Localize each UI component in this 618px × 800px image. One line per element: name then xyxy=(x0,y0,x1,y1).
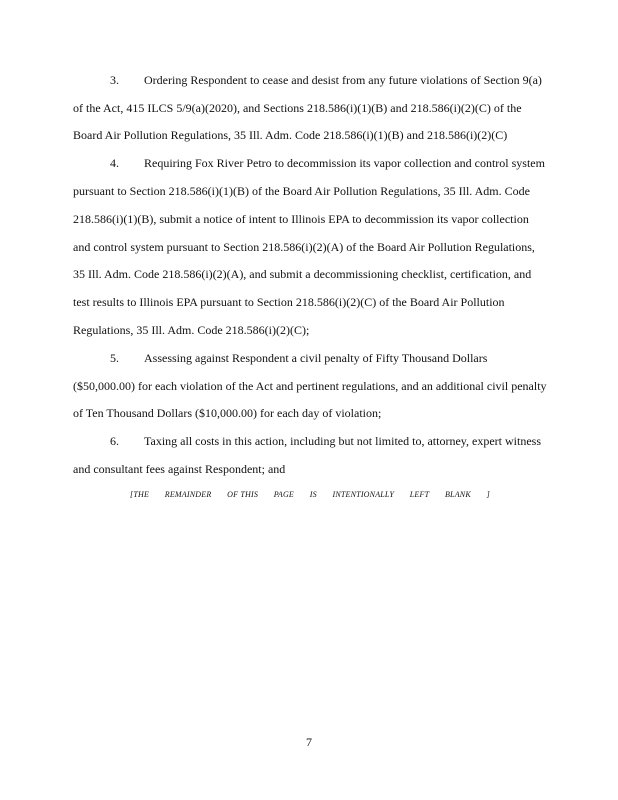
paragraph-3-line-3: Board Air Pollution Regulations, 35 Ill. Adm. Code 218.586(i)(1)(B) and 218.586(i)(2)(C) xyxy=(73,128,508,142)
paragraph-5-line-2: ($50,000.00) for each violation of the Act and pertinent regulations, and an additional civil penalty xyxy=(73,379,547,393)
paragraph-4-line-3: 218.586(i)(1)(B), submit a notice of intent to Illinois EPA to decommission its vapor collection xyxy=(73,212,529,226)
paragraph-3-line-1: 3. Ordering Respondent to cease and desist from any future violations of Section 9(a) xyxy=(110,73,542,87)
paragraph-4-line-5: 35 Ill. Adm. Code 218.586(i)(2)(A), and submit a decommissioning checklist, certification, and xyxy=(73,267,532,281)
paragraph-6-line-2: and consultant fees against Respondent; and xyxy=(73,462,286,476)
paragraph-4-line-4: and control system pursuant to Section 218.586(i)(2)(A) of the Board Air Pollution Regulations, xyxy=(73,240,535,254)
paragraph-4-line-6: test results to Illinois EPA pursuant to Section 218.586(i)(2)(C) of the Board Air Pollution xyxy=(73,295,505,309)
paragraph-5-line-3: of Ten Thousand Dollars ($10,000.00) for each day of violation; xyxy=(73,406,382,420)
remainder-blank-note: [THE REMAINDER OF THIS PAGE IS INTENTIONALLY LEFT BLANK ] xyxy=(130,490,490,499)
paragraph-3-line-2: of the Act, 415 ILCS 5/9(a)(2020), and Sections 218.586(i)(1)(B) and 218.586(i)(2)(C) of the xyxy=(73,101,522,115)
paragraph-6-line-1: 6. Taxing all costs in this action, including but not limited to, attorney, expert witness xyxy=(110,434,541,448)
paragraph-number: 6. xyxy=(110,434,119,448)
paragraph-4-line-7: Regulations, 35 Ill. Adm. Code 218.586(i)(2)(C); xyxy=(73,323,310,337)
paragraph-number: 5. xyxy=(110,351,119,365)
paragraph-number: 3. xyxy=(110,73,119,87)
paragraph-number: 4. xyxy=(110,156,119,170)
paragraph-5-line-1: 5. Assessing against Respondent a civil penalty of Fifty Thousand Dollars xyxy=(110,351,488,365)
page-number: 7 xyxy=(306,735,312,749)
paragraph-4-line-2: pursuant to Section 218.586(i)(1)(B) of the Board Air Pollution Regulations, 35 Ill. Adm. Code xyxy=(73,184,530,198)
paragraph-4-line-1: 4. Requiring Fox River Petro to decommission its vapor collection and control system xyxy=(110,156,545,170)
